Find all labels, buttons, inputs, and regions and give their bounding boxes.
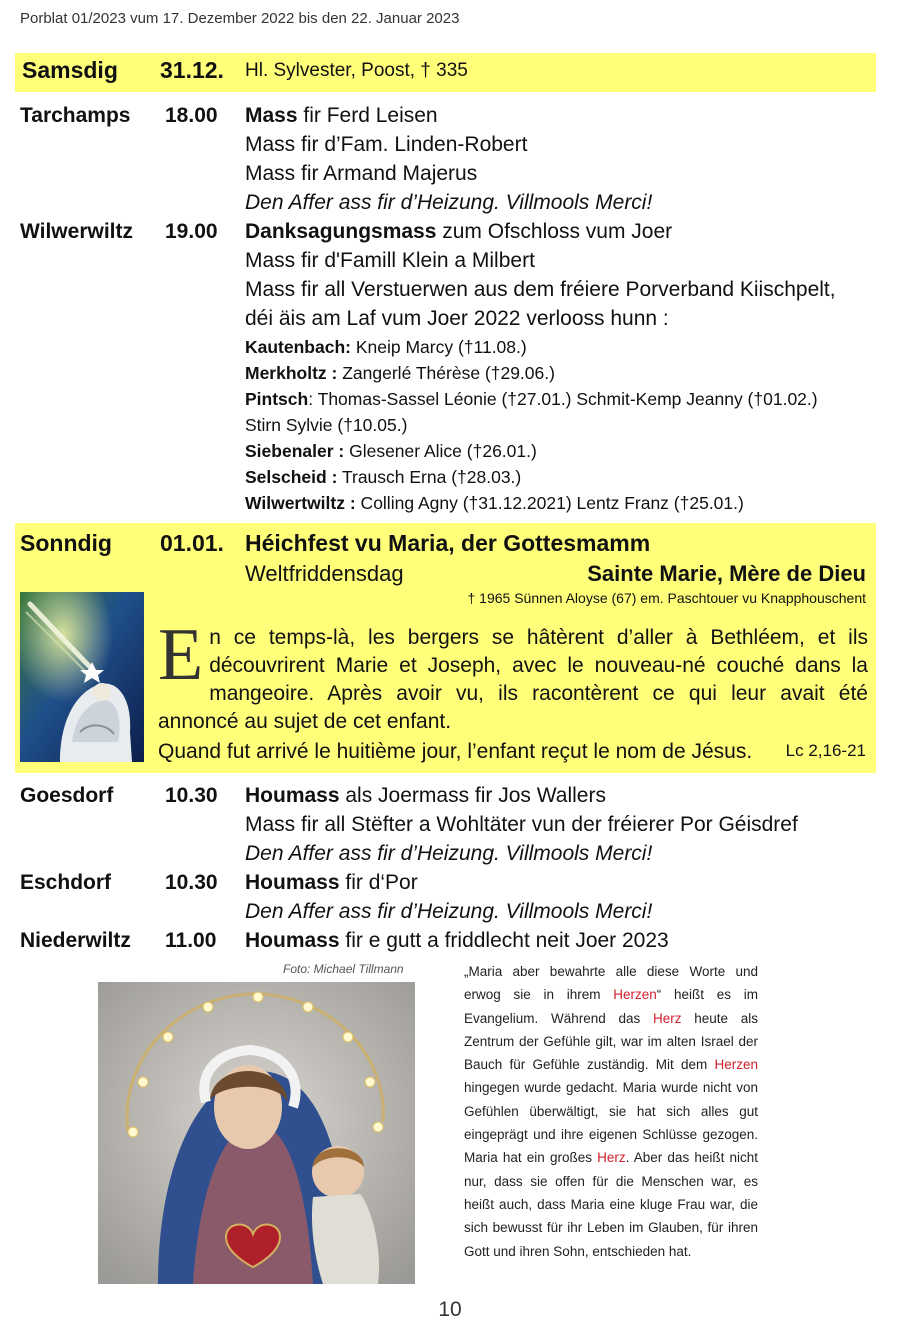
drop-cap: E: [158, 614, 204, 696]
feast-title-french: Sainte Marie, Mère de Dieu: [587, 561, 866, 586]
quote-text: „Maria aber bewahrte alle diese Worte und erwog sie in ihrem Herzen“ heißt es im Evangelium. Während das Herz heute als Zentrum der Gefühle gilt, war im alten Israel der Bauch für Gefühle zuständig. Mit dem Herzen hingegen wurde gedacht. Maria wurde nicht von Gefühlen überwältigt, sie hat sich alles gut eingeprägt und ihre eigenen Schlüsse gezogen. Maria hat ein großes Herz. Aber das heißt nicht nur, dass sie offen für die Menschen war, es heißt auch, dass Maria eine kluge Frau war, die sich bewusst für ihr Leben im Glauben, für ihren Gott und ihren Sohn, entschieden hat.: [464, 964, 759, 1259]
day-label: Samsdig: [22, 57, 118, 83]
service-line: Danksagungsmass zum Ofschloss vum Joer: [245, 220, 673, 243]
highlight-word: Herzen: [714, 1057, 758, 1073]
place-name: Tarchamps: [20, 104, 131, 127]
nativity-painting: [20, 592, 144, 762]
service-line: Houmass als Joermass fir Jos Wallers: [245, 784, 606, 807]
gospel-reference: Lc 2,16-21: [785, 741, 866, 760]
feast-description: Hl. Sylvester, Poost, † 335: [245, 60, 468, 81]
day-label: Sonndig: [20, 530, 112, 556]
collection-note: Den Affer ass fir d’Heizung. Villmools Merci!: [245, 191, 653, 214]
place-name: Goesdorf: [20, 784, 114, 807]
service-time: 11.00: [165, 929, 217, 952]
service-line: Mass fir all Verstuerwen aus dem fréiere Porverband Kiischpelt,: [245, 278, 836, 301]
highlight-word: Herz: [653, 1010, 682, 1026]
page-header: Porblat 01/2023 vum 17. Dezember 2022 bis den 22. Januar 2023: [20, 10, 460, 27]
deceased-line: Selscheid : Trausch Erna (†28.03.): [245, 467, 522, 487]
service-line: Houmass fir d‘Por: [245, 871, 418, 894]
highlight-word: Herzen: [613, 987, 657, 1003]
deceased-line: Wilwertwiltz : Colling Agny (†31.12.2021) Lentz Franz (†25.01.): [245, 493, 744, 513]
service-time: 19.00: [165, 220, 218, 243]
service-time: 10.30: [165, 784, 218, 807]
place-name: Eschdorf: [20, 871, 112, 894]
highlight-word: Herz: [597, 1150, 626, 1166]
place-name: Niederwiltz: [20, 929, 131, 952]
service-line: Mass fir d’Fam. Linden-Robert: [245, 133, 528, 156]
gospel-text-line: Quand fut arrivé le huitième jour, l’enfant reçut le nom de Jésus.: [158, 740, 753, 763]
service-line: Mass fir d'Famill Klein a Milbert: [245, 249, 535, 272]
deceased-line: Pintsch: Thomas-Sassel Léonie (†27.01.) Schmit-Kemp Jeanny (†01.02.): [245, 389, 818, 409]
madonna-photo: [98, 982, 415, 1284]
collection-note: Den Affer ass fir d’Heizung. Villmools Merci!: [245, 842, 653, 865]
service-line: Mass fir all Stëfter a Wohltäter vun der fréierer Por Géisdref: [245, 813, 798, 836]
deceased-line: Kautenbach: Kneip Marcy (†11.08.): [245, 337, 527, 357]
deceased-line: Stirn Sylvie (†10.05.): [245, 415, 408, 435]
page-number: 10: [438, 1298, 462, 1321]
memorial-note: † 1965 Sünnen Aloyse (67) em. Paschtouer vu Knapphouschent: [467, 590, 866, 606]
date-label: 31.12.: [160, 57, 224, 83]
service-time: 10.30: [165, 871, 218, 894]
date-label: 01.01.: [160, 530, 224, 556]
gospel-text: En ce temps-là, les bergers se hâtèrent d’aller à Bethléem, et ils découvrirent Marie et Joseph, avec le nouveau-né couché dans la mangeoire. Après avoir vu, ils racontèrent ce qui leur avait été annoncé au sujet de cet enfant.: [158, 614, 868, 733]
collection-note: Den Affer ass fir d’Heizung. Villmools Merci!: [245, 900, 653, 923]
service-line: déi äis am Laf vum Joer 2022 verlooss hunn :: [245, 307, 669, 330]
feast-title: Héichfest vu Maria, der Gottesmamm: [245, 530, 651, 556]
service-time: 18.00: [165, 104, 218, 127]
service-line: Mass fir Ferd Leisen: [245, 104, 438, 127]
feast-subtitle: Weltfriddensdag: [245, 561, 404, 586]
deceased-line: Siebenaler : Glesener Alice (†26.01.): [245, 441, 537, 461]
service-line: Mass fir Armand Majerus: [245, 162, 478, 185]
deceased-line: Merkholtz : Zangerlé Thérèse (†29.06.): [245, 363, 555, 383]
photo-credit: Foto: Michael Tillmann: [283, 962, 404, 976]
place-name: Wilwerwiltz: [20, 220, 133, 243]
service-line: Houmass fir e gutt a friddlecht neit Joer 2023: [245, 929, 669, 952]
